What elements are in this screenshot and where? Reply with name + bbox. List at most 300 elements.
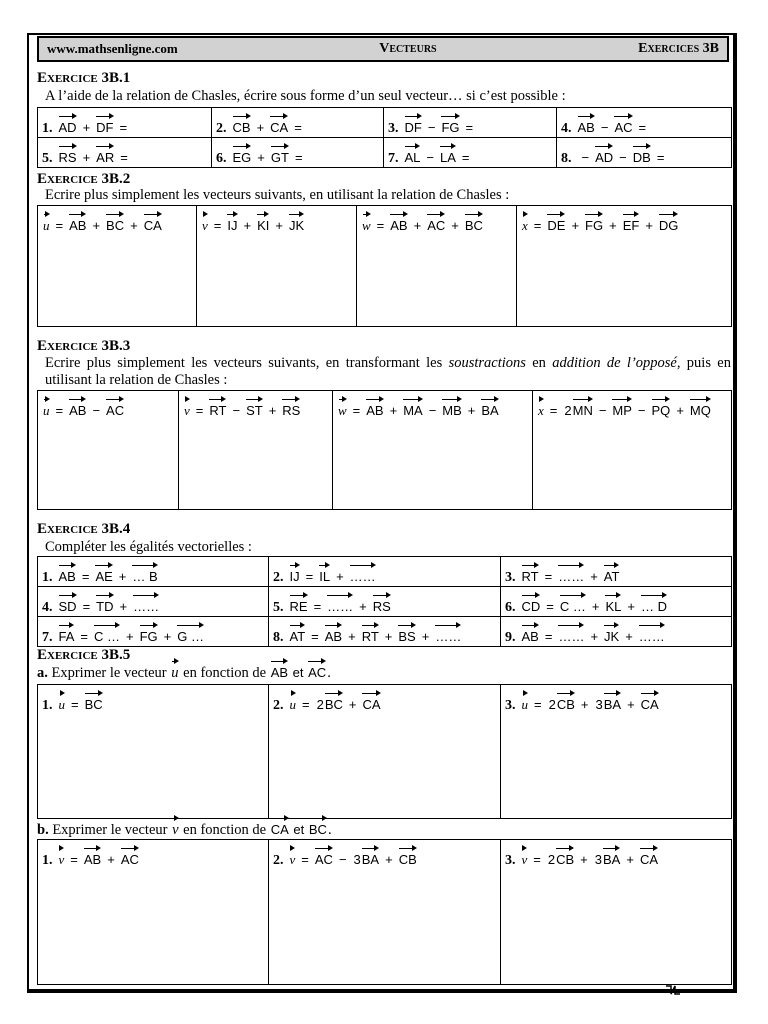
vector-expression xyxy=(561,108,651,137)
table-row xyxy=(38,617,732,647)
subquestion-text: en fonction de xyxy=(179,822,270,838)
operator: + xyxy=(336,569,344,584)
exercise-title: Exercice 3B.1 xyxy=(37,70,131,86)
answer-cell[interactable] xyxy=(333,391,533,510)
vector-variable: u xyxy=(43,218,50,233)
operator: = xyxy=(311,629,319,644)
vector-term: AC xyxy=(427,218,446,233)
vector-symbol: v xyxy=(172,822,179,838)
vector-term: AC xyxy=(314,852,333,867)
vector-term: BC xyxy=(464,218,483,233)
operator: = xyxy=(294,120,302,135)
vector-term: AC xyxy=(120,852,139,867)
page-header xyxy=(37,36,729,62)
vector-term: CA xyxy=(270,120,289,135)
vector-term: MB xyxy=(442,403,462,418)
table-row xyxy=(38,557,732,587)
vector-variable: v xyxy=(289,852,296,867)
operator: + xyxy=(571,218,580,233)
vector-variable: u xyxy=(58,697,65,712)
vector-expression xyxy=(521,206,679,234)
operator: = xyxy=(120,150,128,165)
exercise-cell xyxy=(38,557,269,587)
coefficient: 2 xyxy=(316,697,324,712)
vector-term: AD xyxy=(58,120,77,135)
operator: + xyxy=(590,629,599,644)
item-number: 2. xyxy=(216,121,227,136)
answer-cell[interactable] xyxy=(357,206,517,327)
subquestion-text: Exprimer le vecteur xyxy=(48,822,172,838)
operator: + xyxy=(627,697,635,712)
vector-expression xyxy=(505,617,666,646)
operator: + xyxy=(163,629,172,644)
vector-term: PQ xyxy=(651,403,671,418)
operator: = xyxy=(544,569,553,584)
operator: + xyxy=(348,629,356,644)
operator: + xyxy=(119,599,128,614)
operator: − xyxy=(637,403,646,418)
vector-term: AB xyxy=(366,403,384,418)
exercise-cell xyxy=(38,587,269,617)
vector-term: CB xyxy=(232,120,251,135)
operator: = xyxy=(294,150,303,165)
vector-term: BC xyxy=(106,218,125,233)
vector-expression xyxy=(273,557,377,586)
vector-term: AB xyxy=(324,629,343,644)
answer-cell[interactable] xyxy=(533,391,732,510)
item-number: 8. xyxy=(273,630,284,645)
vector-variable: v xyxy=(58,852,65,867)
subquestion-text: en fonction de xyxy=(179,665,270,681)
exercise-cell xyxy=(38,138,212,168)
vector-term: …… xyxy=(349,569,376,584)
vector-term: TD xyxy=(96,599,114,614)
operator: = xyxy=(313,599,322,614)
operator: + xyxy=(421,629,430,644)
vector-term: … B xyxy=(132,569,158,584)
answer-cell[interactable] xyxy=(269,840,501,985)
vector-term: LA xyxy=(440,150,456,165)
operator: = xyxy=(465,120,474,135)
subquestion-text: et xyxy=(289,822,308,837)
vector-term: BS xyxy=(398,629,416,644)
operator: = xyxy=(656,150,665,165)
vector-expression xyxy=(273,617,462,646)
coefficient: 2 xyxy=(548,697,556,712)
operator: = xyxy=(534,697,542,712)
operator: + xyxy=(385,852,393,867)
exercise-instruction: Ecrire plus simplement les vecteurs suivants, en utilisant la relation de Chasles : xyxy=(45,187,510,203)
answer-cell[interactable] xyxy=(269,685,501,819)
vector-term: IJ xyxy=(227,218,238,233)
item-number: 3. xyxy=(388,121,399,136)
vector-variable: u xyxy=(43,403,50,418)
operator: = xyxy=(549,403,558,418)
vector-symbol: AB xyxy=(270,665,289,680)
vector-variable: u xyxy=(289,697,296,712)
vector-symbol: CA xyxy=(270,822,289,837)
vector-symbol: u xyxy=(171,665,179,681)
operator: = xyxy=(352,403,361,418)
exercise-table xyxy=(37,205,732,327)
operator: − xyxy=(426,150,434,165)
operator: = xyxy=(533,852,541,867)
vector-term: MQ xyxy=(689,403,711,418)
vector-term: DF xyxy=(96,120,114,135)
table-row xyxy=(38,108,732,138)
exercise-instruction: A l’aide de la relation de Chasles, écrire sous forme d’un seul vecteur… si c’est possible : xyxy=(45,88,566,104)
subquestion-text: . xyxy=(327,822,332,838)
vector-term: CA xyxy=(640,697,659,712)
vector-variable: w xyxy=(338,403,347,418)
subquestion-a xyxy=(37,665,331,682)
operator: + xyxy=(82,150,91,165)
operator: + xyxy=(268,403,277,418)
vector-term: AC xyxy=(106,403,125,418)
exercise-cell xyxy=(557,108,732,138)
operator: + xyxy=(82,120,91,135)
vector-term: CA xyxy=(143,218,162,233)
vector-term: AB xyxy=(58,569,76,584)
subquestion-text: . xyxy=(327,665,331,681)
table-row xyxy=(38,391,732,510)
item-number: 5. xyxy=(42,151,53,166)
vector-expression xyxy=(273,685,382,714)
operator: + xyxy=(130,218,138,233)
vector-term: CB xyxy=(556,697,575,712)
vector-term: FG xyxy=(139,629,158,644)
exercise-table xyxy=(37,839,732,985)
operator: = xyxy=(55,218,64,233)
exercise-table xyxy=(37,684,732,819)
exercise-instruction xyxy=(45,355,731,389)
vector-expression xyxy=(505,840,659,869)
vector-term: AB xyxy=(521,629,539,644)
vector-variable: v xyxy=(521,852,528,867)
operator: = xyxy=(305,569,314,584)
item-number: 7. xyxy=(42,630,53,645)
item-number: 2. xyxy=(273,698,284,713)
operator: = xyxy=(119,120,128,135)
vector-term: …… xyxy=(558,629,585,644)
operator: = xyxy=(55,403,64,418)
vector-term: FG xyxy=(441,120,460,135)
operator: + xyxy=(126,629,134,644)
subquestion-text: et xyxy=(289,665,308,680)
item-number: 9. xyxy=(505,630,516,645)
table-row xyxy=(38,685,732,819)
vector-term: AC xyxy=(614,120,633,135)
vector-term: RT xyxy=(209,403,227,418)
operator: = xyxy=(71,697,79,712)
vector-term: AT xyxy=(289,629,306,644)
item-number: 3. xyxy=(505,853,516,868)
answer-cell[interactable] xyxy=(38,206,197,327)
operator: = xyxy=(376,218,385,233)
exercise-cell xyxy=(269,557,501,587)
coefficient: 2 xyxy=(564,403,572,418)
exercise-cell xyxy=(38,617,269,647)
vector-term: RT xyxy=(521,569,539,584)
operator: + xyxy=(389,403,398,418)
operator: = xyxy=(544,629,553,644)
vector-expression xyxy=(42,587,160,616)
exercise-title: Exercice 3B.3 xyxy=(37,338,131,354)
coefficient: 2 xyxy=(547,852,556,867)
table-row xyxy=(38,206,732,327)
operator: − xyxy=(598,403,607,418)
instruction-text: Ecrire plus simplement les vecteurs suivants, en transformant les xyxy=(45,355,449,371)
vector-term: DF xyxy=(404,120,422,135)
vector-expression xyxy=(42,206,163,234)
exercise-cell xyxy=(501,557,732,587)
exercise-title: Exercice 3B.2 xyxy=(37,171,131,187)
vector-term: BA xyxy=(361,852,380,867)
vector-term: G … xyxy=(177,629,204,644)
coefficient: 3 xyxy=(595,697,603,712)
operator: − xyxy=(338,852,347,867)
vector-term: RS xyxy=(282,403,301,418)
operator: + xyxy=(107,852,115,867)
item-number: 1. xyxy=(42,698,53,713)
operator: = xyxy=(81,569,90,584)
vector-term: RS xyxy=(372,599,391,614)
vector-expression xyxy=(388,108,478,137)
vector-term: DE xyxy=(547,218,566,233)
operator: = xyxy=(533,218,542,233)
vector-variable: v xyxy=(184,403,190,418)
operator: + xyxy=(243,218,252,233)
vector-term: AT xyxy=(603,569,620,584)
exercise-title: Exercice 3B.5 xyxy=(37,647,131,663)
vector-variable: u xyxy=(521,697,528,712)
vector-term: EG xyxy=(232,150,252,165)
vector-term: KI xyxy=(257,218,270,233)
operator: = xyxy=(80,629,88,644)
operator: + xyxy=(625,629,633,644)
vector-term: CA xyxy=(362,697,381,712)
vector-expression xyxy=(273,840,418,869)
exercise-cell xyxy=(501,587,732,617)
subquestion-text: Exprimer le vecteur xyxy=(47,665,171,681)
vector-term: RS xyxy=(58,150,77,165)
vector-expression xyxy=(183,391,301,419)
exercise-title: Exercice 3B.4 xyxy=(37,521,131,537)
vector-term: MA xyxy=(403,403,423,418)
vector-term: C … xyxy=(559,599,586,614)
vector-term: DB xyxy=(632,150,651,165)
exercise-cell xyxy=(269,617,501,647)
vector-expression xyxy=(388,138,475,167)
table-row xyxy=(38,587,732,617)
operator: + xyxy=(467,403,476,418)
answer-cell[interactable] xyxy=(501,840,732,985)
item-number: 1. xyxy=(42,853,53,868)
vector-expression xyxy=(42,617,205,646)
topic-title: Vecteurs xyxy=(379,41,437,56)
operator: − xyxy=(428,403,437,418)
vector-term: AB xyxy=(390,218,408,233)
vector-term: BA xyxy=(603,852,621,867)
answer-cell[interactable] xyxy=(197,206,357,327)
vector-expression xyxy=(361,206,484,234)
vector-expression xyxy=(42,685,104,714)
vector-term: JK xyxy=(604,629,620,644)
vector-term: CD xyxy=(521,599,541,614)
operator: − xyxy=(619,150,627,165)
vector-variable: x xyxy=(538,403,544,418)
section-title: Exercices 3B xyxy=(638,41,719,56)
operator: + xyxy=(348,697,357,712)
vector-term: DG xyxy=(658,218,679,233)
vector-term: ST xyxy=(246,403,263,418)
vector-term: C … xyxy=(94,629,120,644)
vector-term: BC xyxy=(84,697,103,712)
item-number: 5. xyxy=(273,600,284,615)
operator: = xyxy=(195,403,204,418)
operator: + xyxy=(627,599,635,614)
exercise-cell xyxy=(501,617,732,647)
operator: + xyxy=(580,852,588,867)
vector-term: BC xyxy=(324,697,343,712)
operator: = xyxy=(301,852,309,867)
table-row xyxy=(38,840,732,985)
operator: = xyxy=(82,599,91,614)
vector-term: …… xyxy=(638,629,665,644)
vector-symbol: AC xyxy=(308,665,327,680)
answer-cell[interactable] xyxy=(38,391,179,510)
subquestion-label: a. xyxy=(37,665,48,681)
operator: + xyxy=(256,120,265,135)
answer-cell[interactable] xyxy=(501,685,732,819)
vector-term: JK xyxy=(288,218,305,233)
operator: + xyxy=(580,697,589,712)
subquestion-label: b. xyxy=(37,822,49,838)
subquestion-b xyxy=(37,822,332,839)
operator: − xyxy=(427,120,436,135)
exercise-table xyxy=(37,390,732,510)
coefficient: 3 xyxy=(594,852,602,867)
vector-expression xyxy=(201,206,305,234)
vector-expression xyxy=(42,391,125,419)
item-number: 6. xyxy=(216,151,227,166)
vector-variable: w xyxy=(362,218,371,233)
item-number: 7. xyxy=(388,151,399,166)
operator: − xyxy=(600,120,609,135)
exercise-table xyxy=(37,107,732,168)
operator: + xyxy=(645,218,653,233)
vector-term: BA xyxy=(481,403,499,418)
answer-cell[interactable] xyxy=(38,840,269,985)
exercise-cell xyxy=(212,138,384,168)
operator: + xyxy=(384,629,393,644)
item-number: 1. xyxy=(42,121,53,136)
operator: + xyxy=(676,403,684,418)
vector-term: AR xyxy=(96,150,115,165)
exercise-cell xyxy=(38,108,212,138)
operator: + xyxy=(609,218,617,233)
vector-expression xyxy=(42,138,133,167)
vector-expression xyxy=(216,138,308,167)
operator: + xyxy=(359,599,367,614)
exercise-table xyxy=(37,556,732,647)
operator: = xyxy=(213,218,222,233)
operator: = xyxy=(638,120,647,135)
operator: + xyxy=(590,569,598,584)
vector-expression xyxy=(505,587,668,616)
answer-cell[interactable] xyxy=(38,685,269,819)
site-name: www.mathsenligne.com xyxy=(47,41,178,56)
coefficient: 3 xyxy=(353,852,361,867)
vector-term: FG xyxy=(585,218,604,233)
answer-cell[interactable] xyxy=(179,391,333,510)
item-number: 2. xyxy=(273,570,284,585)
item-number: 1. xyxy=(42,570,53,585)
instruction-emphasis: soustractions xyxy=(448,355,526,371)
vector-symbol: BC xyxy=(308,822,327,837)
vector-term: AB xyxy=(69,403,87,418)
vector-expression xyxy=(505,685,660,714)
vector-term: AB xyxy=(577,120,595,135)
operator: + xyxy=(118,569,127,584)
operator: + xyxy=(626,852,634,867)
exercise-cell xyxy=(384,138,557,168)
vector-expression xyxy=(273,587,392,616)
vector-term: …… xyxy=(558,569,585,584)
operator: − xyxy=(232,403,241,418)
exercise-cell xyxy=(384,108,557,138)
exercise-cell xyxy=(212,108,384,138)
operator: = xyxy=(461,150,470,165)
vector-term: BA xyxy=(603,697,622,712)
exercise-cell xyxy=(269,587,501,617)
vector-term: FA xyxy=(58,629,75,644)
operator: − xyxy=(92,403,101,418)
vector-expression xyxy=(337,391,500,419)
vector-expression xyxy=(537,391,712,419)
vector-term: … D xyxy=(640,599,667,614)
exercise-cell xyxy=(557,138,732,168)
item-number: 3. xyxy=(505,570,516,585)
vector-variable: x xyxy=(522,218,528,233)
vector-term: KL xyxy=(605,599,622,614)
operator: + xyxy=(275,218,283,233)
operator: = xyxy=(302,697,310,712)
instruction-text: en xyxy=(525,355,553,371)
vector-variable: v xyxy=(202,218,208,233)
vector-term: RE xyxy=(289,599,308,614)
vector-term: CA xyxy=(639,852,658,867)
instruction-text: , puis en utilisant la relation de Chasles : xyxy=(45,355,731,388)
item-number: 3. xyxy=(505,698,516,713)
answer-cell[interactable] xyxy=(517,206,732,327)
vector-term: AB xyxy=(69,218,87,233)
operator: + xyxy=(591,599,600,614)
vector-term: MN xyxy=(572,403,593,418)
vector-term: GT xyxy=(270,150,289,165)
item-number: 6. xyxy=(505,600,516,615)
vector-term: RT xyxy=(361,629,379,644)
vector-term: IJ xyxy=(289,569,300,584)
operator: − xyxy=(581,150,590,165)
operator: + xyxy=(257,150,265,165)
instruction-emphasis: addition de l’opposé xyxy=(552,355,677,371)
vector-term: …… xyxy=(133,599,160,614)
vector-term: EF xyxy=(622,218,640,233)
vector-expression xyxy=(42,840,140,869)
item-number: 4. xyxy=(561,121,572,136)
vector-expression xyxy=(505,557,620,586)
